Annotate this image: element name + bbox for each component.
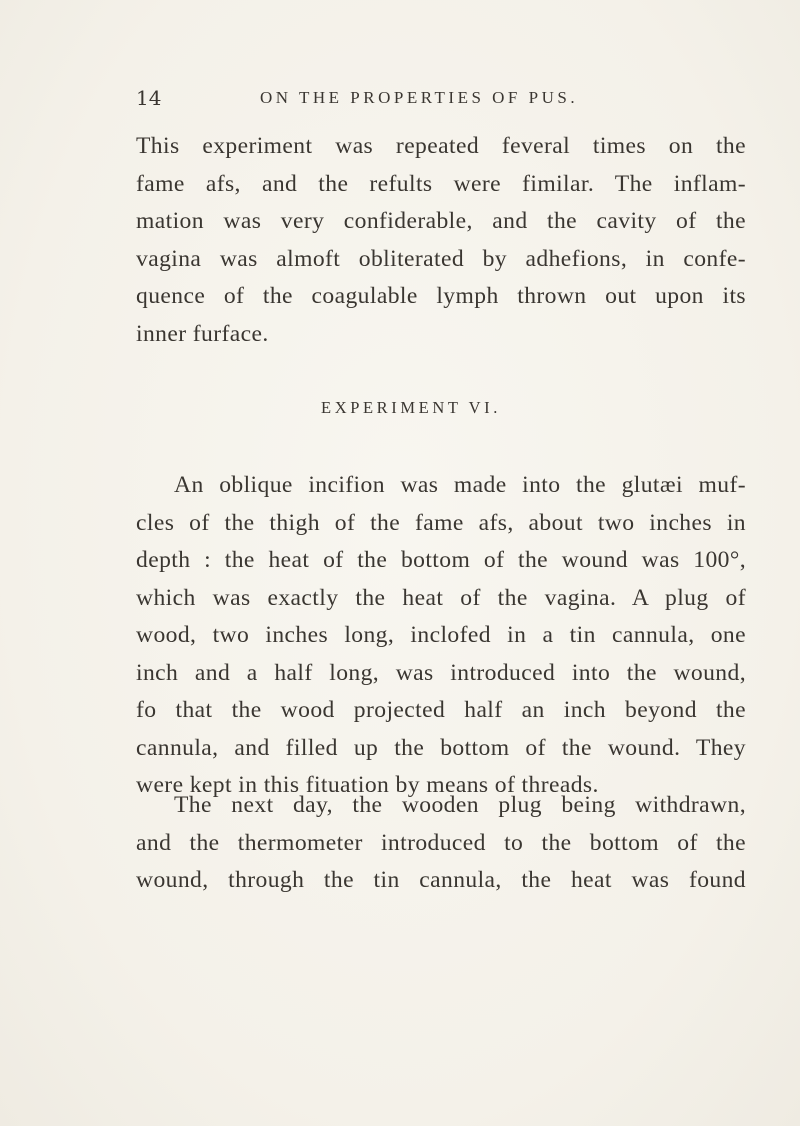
paragraph-2 [136, 467, 746, 805]
paragraph-1 [136, 128, 746, 353]
running-head: ON THE PROPERTIES OF PUS. [260, 88, 579, 107]
text-line: cles of the thigh of the fame afs, about two inches in [136, 509, 746, 536]
text-line: which was exactly the heat of the vagina. A plug of [136, 584, 746, 611]
text-line: and the thermometer introduced to the bottom of the [136, 829, 746, 856]
text-line: quence of the coagulable lymph thrown out upon its [136, 283, 746, 309]
text-line: inch and a half long, was introduced into the wound, [136, 659, 746, 686]
text-line: vagina was almoft obliterated by adhefions, in confe- [136, 245, 746, 272]
text-line: depth : the heat of the bottom of the wound was 100°, [136, 547, 746, 573]
text-line: The next day, the wooden plug being withdrawn, [174, 792, 746, 818]
text-line: were kept in this fituation by means of threads. [136, 772, 599, 798]
text-line: This experiment was repeated feveral times on the [136, 133, 746, 159]
text-line: wound, through the tin cannula, the heat was found [136, 867, 746, 893]
text-line: cannula, and filled up the bottom of the wound. They [136, 734, 746, 761]
page-header [136, 86, 736, 116]
section-heading: EXPERIMENT VI. [321, 398, 501, 417]
page-number: 14 [136, 86, 162, 110]
text-line: An oblique incifion was made into the glutæi muf- [174, 472, 746, 498]
text-line: fo that the wood projected half an inch beyond the [136, 697, 746, 723]
text-line: fame afs, and the refults were fimilar. The inflam- [136, 170, 746, 197]
text-line: wood, two inches long, inclofed in a tin cannula, one [136, 622, 746, 648]
text-line: mation was very confiderable, and the cavity of the [136, 208, 746, 234]
paragraph-3 [136, 787, 746, 900]
text-line: inner furface. [136, 320, 269, 347]
